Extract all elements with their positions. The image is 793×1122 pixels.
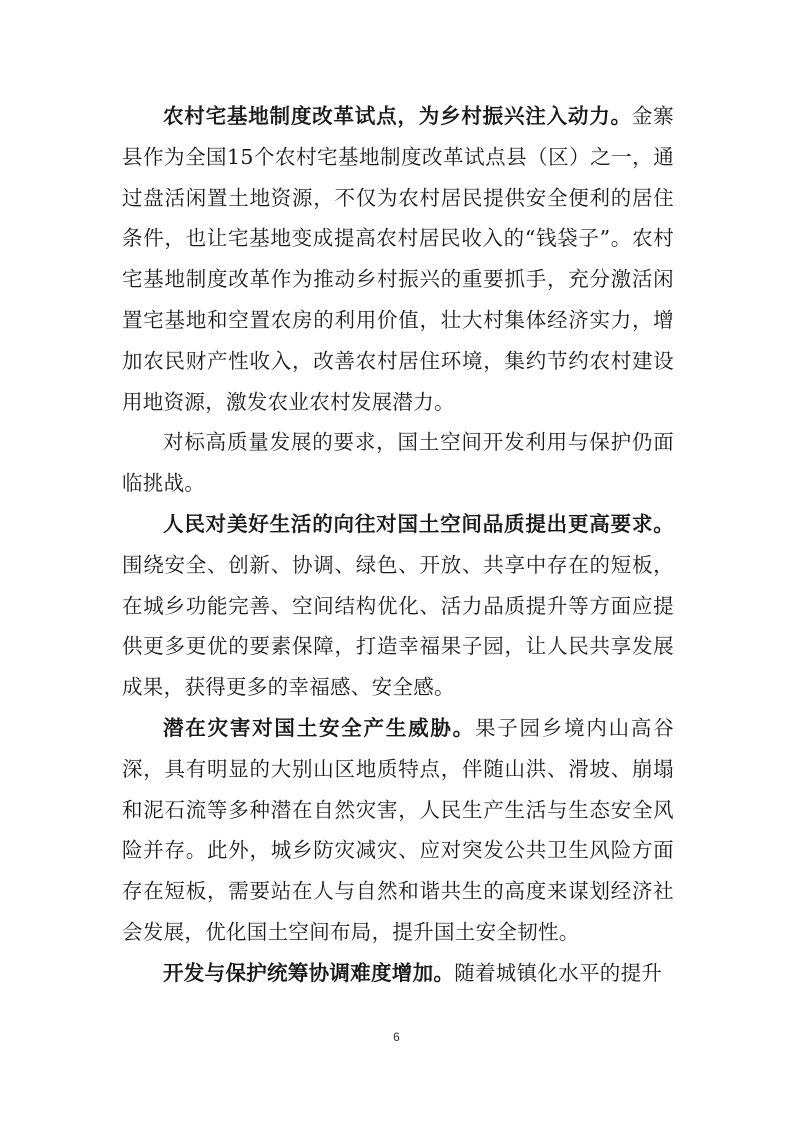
paragraph-coordination	[122, 953, 674, 994]
paragraph-body: 金寨县作为全国15个农村宅基地制度改革试点县（区）之一，通过盘活闲置土地资源，不仅为农村居民提供安全便利的居住条件，也让宅基地变成提高农村居民收入的“钱袋子”。农村宅基地制度改革作为推动乡村振兴的重要抓手，充分激活闲置宅基地和空置农房的利用价值，壮大村集体经济实力，增加农民财产性收入，改善农村居住环境，集约节约农村建设用地资源，激发农业农村发展潜力。	[122, 104, 674, 414]
paragraph-challenges-intro	[122, 422, 674, 504]
paragraph-body: 围绕安全、创新、协调、绿色、开放、共享中存在的短板，在城乡功能完善、空间结构优化、活力品质提升等方面应提供更多更优的要素保障，打造幸福果子园，让人民共享发展成果，获得更多的幸福感、安全感。	[122, 552, 674, 700]
paragraph-lead: 潜在灾害对国土安全产生威胁。	[163, 715, 475, 740]
page-number: 6	[393, 1030, 400, 1044]
paragraph-body: 果子园乡境内山高谷深，具有明显的大别山区地质特点，伴随山洪、滑坡、崩塌和泥石流等多种潜在自然灾害，人民生产生活与生态安全风险并存。此外，城乡防灾减灾、应对突发公共卫生风险方面存在短板，需要站在人与自然和谐共生的高度来谋划经济社会发展，优化国土空间布局，提升国土安全韧性。	[122, 715, 675, 944]
paragraph-homestead-reform	[122, 96, 674, 422]
paragraph-lead: 开发与保护统筹协调难度增加。	[163, 960, 455, 985]
paragraph-disaster-risk	[122, 708, 674, 953]
paragraph-spatial-quality	[122, 504, 674, 708]
paragraph-lead: 农村宅基地制度改革试点，为乡村振兴注入动力。	[163, 104, 632, 128]
paragraph-lead: 人民对美好生活的向往对国土空间品质提出更高要求。	[163, 511, 674, 536]
paragraph-body: 随着城镇化水平的提升	[454, 960, 663, 985]
body-text	[122, 96, 674, 994]
paragraph-body: 对标高质量发展的要求，国土空间开发利用与保护仍面临挑战。	[122, 430, 674, 496]
